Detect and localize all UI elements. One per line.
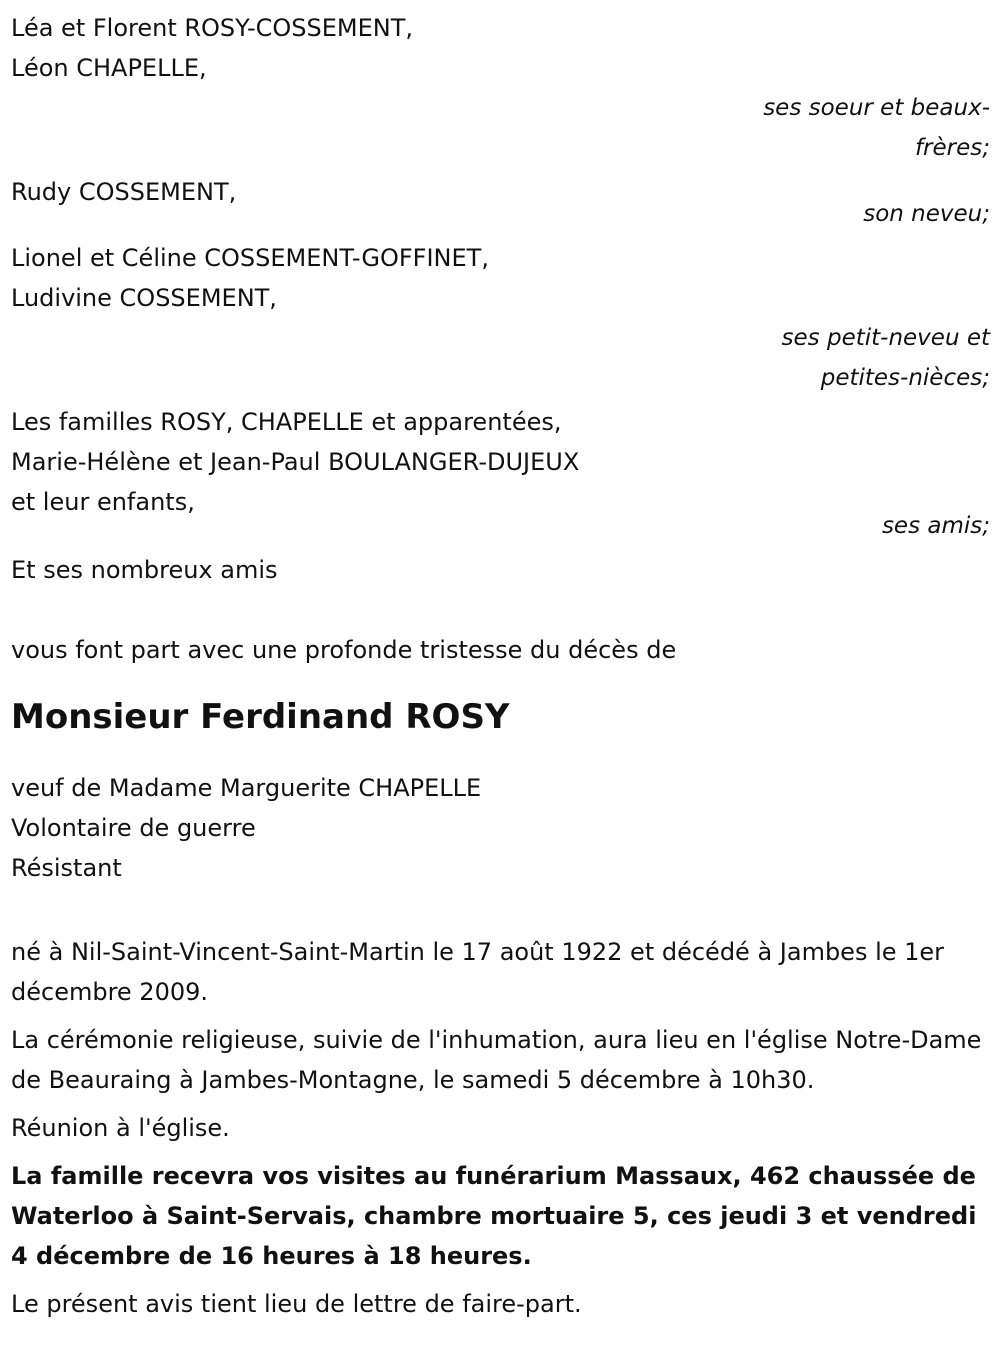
meeting-paragraph: Réunion à l'église.: [11, 1114, 230, 1142]
birth-death-paragraph: né à Nil-Saint-Vincent-Saint-Martin le 17 août 1922 et décédé à Jambes le 1er décembre 2009.: [11, 938, 945, 1006]
family-name-line: et leur enfants,: [11, 488, 195, 516]
friends-line: Et ses nombreux amis: [11, 556, 278, 584]
deceased-name: Monsieur Ferdinand ROSY: [11, 697, 510, 737]
family-group-2: [11, 172, 990, 234]
ceremony-paragraph: La cérémonie religieuse, suivie de l'inhumation, aura lieu en l'église Notre-Dame de Beauraing à Jambes-Montagne, le samedi 5 décembre à 10h30.: [11, 1026, 982, 1094]
family-name-line: Lionel et Céline COSSEMENT-GOFFINET,: [11, 244, 489, 272]
detail-line: Volontaire de guerre: [11, 814, 256, 842]
relation-label: ses petit-neveu et petites-nièces;: [781, 325, 990, 391]
family-name-line: Léa et Florent ROSY-COSSEMENT,: [11, 14, 414, 42]
detail-line: veuf de Madame Marguerite CHAPELLE: [11, 774, 482, 802]
visits-paragraph: La famille recevra vos visites au funérarium Massaux, 462 chaussée de Waterloo à Saint-Servais, chambre mortuaire 5, ces jeudi 3 et vendredi 4 décembre de 16 heures à 18 heures.: [11, 1162, 977, 1270]
family-group-3: [11, 238, 990, 398]
family-group-1: [11, 8, 990, 168]
family-name-line: Léon CHAPELLE,: [11, 54, 207, 82]
notice-paragraph: Le présent avis tient lieu de lettre de faire-part.: [11, 1290, 582, 1318]
family-name-line: Les familles ROSY, CHAPELLE et apparentées,: [11, 408, 562, 436]
family-name-line: Marie-Hélène et Jean-Paul BOULANGER-DUJEUX: [11, 448, 580, 476]
relation-label: ses soeur et beaux-frères;: [763, 95, 990, 161]
family-name-line: Rudy COSSEMENT,: [11, 178, 237, 206]
family-name-line: Ludivine COSSEMENT,: [11, 284, 277, 312]
relation-label: ses amis;: [881, 513, 990, 539]
detail-line: Résistant: [11, 854, 122, 882]
relation-label: son neveu;: [863, 201, 990, 227]
announcement-text: vous font part avec une profonde tristesse du décès de: [11, 636, 677, 664]
family-group-4: [11, 402, 990, 546]
deceased-details: [11, 768, 990, 888]
